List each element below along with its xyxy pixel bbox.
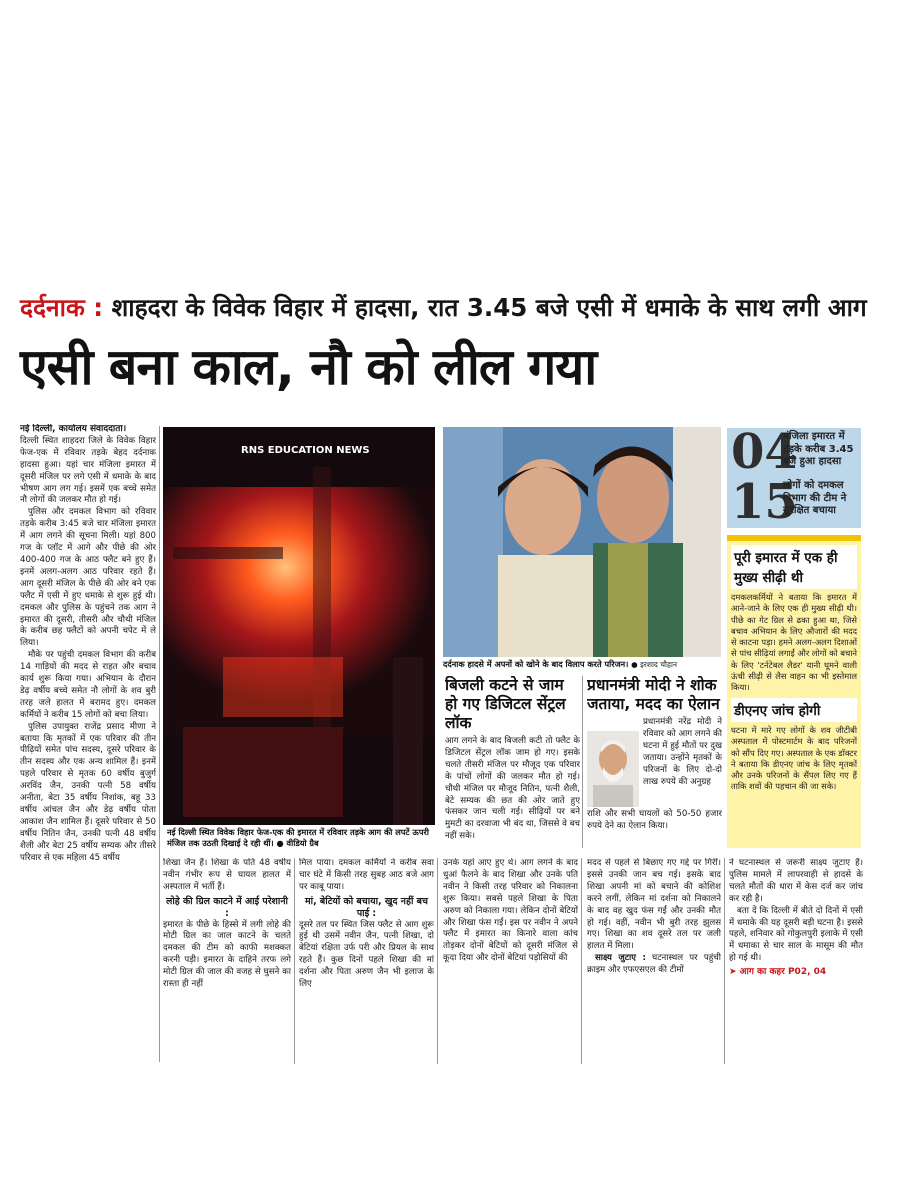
continued-on-page-link[interactable]: ➤ आग का कहर P02, 04 <box>729 967 827 978</box>
col6-paragraph-1: ने घटनास्थल से जरूरी साक्ष्य जुटाए हैं। पुलिस मामले में लापरवाही से हादसे के चलते मौतों की धारा में केस दर्ज कर जांच कर रही है। <box>729 858 863 904</box>
col1-paragraph-1: दिल्ली स्थित शाहदरा जिले के विवेक विहार फेज-एक में रविवार तड़के बेहद दर्दनाक हादसा हुआ। यहां चार मंजिला इमारत में दूसरी मंजिल पर लगे एसी में धमाके के बाद भीषण आग लग गई। इसमें एक बच्चे समेत नौ लोगों की जलकर मौत हो गई। <box>20 435 156 506</box>
stat-rescued-text: लोगों को दमकल विभाग की टीम ने सुरक्षित बचाया <box>783 480 847 516</box>
stat-rescued-number: 15 <box>731 474 798 530</box>
stat-floors-number: 04 <box>731 424 798 480</box>
headline: एसी बना काल, नौ को लील गया <box>20 338 597 396</box>
column-divider <box>159 426 160 1062</box>
mourners-caption-line <box>443 659 721 670</box>
mourners-image <box>443 427 721 657</box>
col1-paragraph-3: मौके पर पहुंची दमकल विभाग की करीब 14 गाड़ियों की मदद से राहत और बचाव कार्य शुरू किया गया। अभियान के दौरान डेढ़ वर्षीय बच्चे समेत नौ लोगों के शव बुरी तरह जले हालत में बरामद हुए। दमकल कर्मियों ने करीब 15 लोगों को बचा लिया। <box>20 650 156 720</box>
col6-paragraph-2: बता दें कि दिल्ली में बीते दो दिनों में एसी में धमाके की यह दूसरी बड़ी घटना है। इससे पहले, शनिवार को गोकुलपुरी इलाके में एसी में धमाका से चार साल के मासूम की मौत हो गई थी। <box>729 905 863 964</box>
col1-paragraph-4: पुलिस उपायुक्त राजेंद्र प्रसाद मीणा ने बताया कि मृतकों में एक परिवार की तीन पीढ़ियों समेत पांच सदस्य, दूसरे परिवार के तीन सदस्य और एक अन्य शामिल हैं। इनमें पहले परिवार से मृतक 60 वर्षीय बुजुर्ग अरविंद जैन, उनकी पत्नी 58 वर्षीय अनीता, बेटा 35 वर्षीय निशांक, बहू 33 वर्षीय आंचल जैन और डेढ़ वर्षीय पोता आकाश जैन शामिल हैं। दूसरे परिवार से 50 वर्षीय नितिन जैन, उनकी पत्नी 48 वर्षीय शैली और बेटा 25 वर्षीय सम्यक और तीसरे परिवार से एक महिला 45 वर्षीय <box>20 721 156 863</box>
column-3 <box>299 858 434 1068</box>
box-dna-head-wrap <box>731 698 857 722</box>
stats-box <box>727 424 861 530</box>
kicker-line <box>20 291 880 324</box>
fire-photo <box>163 427 435 849</box>
box-stairs-inner <box>727 541 861 694</box>
pm-portrait <box>587 731 639 807</box>
col2-paragraph-1: शिखा जैन हैं। शिखा के पति 48 वर्षीय नवीन गंभीर रूप से घायल हालत में अस्पताल में भर्ती हैं। <box>163 858 291 892</box>
column-2 <box>163 858 291 1068</box>
story-pm-body <box>587 717 722 833</box>
mourners-photo <box>443 427 721 657</box>
col1-paragraph-2: पुलिस और दमकल विभाग को रविवार तड़के करीब 3:45 बजे चार मंजिला इमारत में आग लगने की सूचना मिली। यहां 800 गज के प्लॉट में आगे और पीछे की ओर 400-400 गज के आठ फ्लैट बने हुए हैं। इनमें अलग-अलग आठ परिवार रहते हैं। आग दूसरी मंजिल के पीछे की ओर बने एक फ्लैट में एसी में हुए धमाके से शुरू हुई थी। दमकल और पुलिस के पहुंचने तक आग ने इमारत की दूसरी, तीसरी और चौथी मंजिल के करीब छह फ्लैटों को अपनी चपेट में ले लिया। <box>20 507 156 649</box>
column-divider <box>581 858 582 1064</box>
fire-image <box>163 427 435 849</box>
col3-subhead: मां, बेटियों को बचाया, खुद नहीं बच पाई : <box>305 895 428 919</box>
col2-subhead: लोहे की ग्रिल काटने में आई परेशानी : <box>166 895 288 919</box>
column-4 <box>443 858 578 1068</box>
col5-subhead: साक्ष्य जुटाए : <box>595 953 646 964</box>
box-stairs-head-wrap <box>731 545 857 589</box>
column-divider <box>437 858 438 1064</box>
box-dna-inner <box>727 694 861 793</box>
box-stairs-head: पूरी इमारत में एक ही मुख्य सीढ़ी थी <box>734 550 838 586</box>
fire-caption <box>163 825 435 849</box>
col2-paragraph-2: इमारत के पीछे के हिस्से में लगी लोहे की मोटी ग्रिल का जाल काटने के चलते दमकल की टीम को काफी मशक्कत करनी पड़ी। इमारत के दाहिने तरफ लगे मोटी ग्रिल की जाल की वजह से घुसने का रास्ता ही नहीं <box>163 919 291 990</box>
column-1 <box>20 424 156 1064</box>
fire-caption-credit: ● वीडियो ग्रैब <box>276 838 319 848</box>
col3-paragraph-1: मिल पाया। दमकल कर्मियों ने करीब सवा चार घंटे में किसी तरह सुबह आठ बजे आग पर काबू पाया। <box>299 858 434 892</box>
story-power-cut <box>445 676 580 850</box>
box-dna-head: डीएनए जांच होगी <box>734 703 821 719</box>
box-dna-text: घटना में मारे गए लोगों के शव जीटीबी अस्पताल में पोस्टमार्टम के बाद परिजनों को सौंप दिए गए। अस्पताल के एक डॉक्टर ने बताया कि डीएनए जांच के लिए मृतकों और उनके परिजनों के सैंपल लिए गए हैं ताकि शवों की पहचान की जा सके। <box>731 725 857 792</box>
column-5 <box>587 858 721 1068</box>
story-pm <box>587 676 722 850</box>
col5-paragraph-2 <box>587 953 721 977</box>
kicker-text: शाहदरा के विवेक विहार में हादसा, रात 3.45 बजे एसी में धमाके के साथ लगी आग <box>111 293 867 322</box>
col5-paragraph-2-text: घटनास्थल पर पहुंची क्राइम और एफएसएल की टीमों <box>587 953 721 976</box>
col4-paragraph-1: उनके यहां आए हुए थे। आग लगने के बाद धुआं फैलने के बाद शिखा और उनके पति नवीन ने किसी तरह परिवार को निकालना शुरू किया। सबसे पहले शिखा के पिता अरुण को निकाला गया। लेकिन दोनों बेटियों और शिखा फंस गईं। इस पर नवीन ने अपने फ्लैट में इमारत का किनारे वाला कांच तोड़कर दोनों बेटियों को दूसरी मंजिल से कूदा दिया और दोनों बेटियां पड़ोसियों की <box>443 858 578 964</box>
story-pm-text-2: राशि और सभी घायलों को 50-50 हजार रुपये देने का ऐलान किया। <box>587 809 722 831</box>
box-single-staircase <box>727 535 861 697</box>
box-dna-test <box>727 694 861 848</box>
story-pm-head: प्रधानमंत्री मोदी ने शोक जताया, मदद का ऐलान <box>587 676 720 713</box>
story-divider <box>582 676 583 848</box>
mourners-caption-credit: ● इरशाद चौहान <box>631 660 678 669</box>
mourners-caption-text: दर्दनाक हादसे में अपनों को खोने के बाद विलाप करते परिजन। <box>443 659 629 669</box>
mourners-caption <box>443 659 721 670</box>
col3-paragraph-2: दूसरे तल पर स्थित जिस फ्लैट से आग शुरू हुई थी उसमें नवीन जैन, पत्नी शिखा, दो बेटियां रक्षिता उर्फ परी और प्रियल के साथ रहते हैं। कुछ दिनों पहले शिखा की मां दर्शना और पिता अरुण जैन भी इलाज के लिए <box>299 919 434 990</box>
stat-floors-text: मंजिला इमारत में तड़के करीब 3.45 बजे हुआ हादसा <box>783 431 854 467</box>
pm-portrait-image <box>587 731 639 807</box>
photo-watermark: RNS EDUCATION NEWS <box>241 445 370 456</box>
dateline: नई दिल्ली, कार्यालय संवाददाता। <box>20 424 127 434</box>
col5-paragraph-1: मदद से पहले से बिछाए गए गद्दे पर गिरीं। इससे उनकी जान बच गई। इसके बाद शिखा अपनी मां को बचाने की कोशिश करने लगीं, लेकिन मां दर्शना को निकालने के बाद वह खुद फंस गईं और उनकी मौत हो गई। वहीं, नवीन भी बुरी तरह झुलस गए। शिखा का शव दूसरे तल पर जली हालत में मिला। <box>587 858 721 952</box>
kicker-label: दर्दनाक : <box>20 293 104 322</box>
story-pm-text-1: प्रधानमंत्री नरेंद्र मोदी ने रविवार को आग लगने की घटना में हुई मौतों पर दुख जताया। उन्होंने मृतकों के परिजनों के लिए दो-दो लाख रुपये की अनुग्रह <box>643 717 722 787</box>
box-stairs-text: दमकलकर्मियों ने बताया कि इमारत में आने-जाने के लिए एक ही मुख्य सीढ़ी थी। पीछे का गेट ग्रिल से ढका हुआ था, जिसे बचाव अभियान के लिए औजारों की मदद से काटना पड़ा। हमने अलग-अलग दिशाओं से पांच सीढ़ियां लगाईं और लोगों को बचाने के लिए 'टर्नटेबल लैडर' यानी घूमने वाली ऊंची सीढ़ी से लैस वाहन का भी इस्तेमाल किया। <box>731 592 858 693</box>
story-power-text: आग लगने के बाद बिजली कटी तो फ्लैट के डिजिटल सेंट्रल लॉक जाम हो गए। इसके चलते तीसरी मंजिल पर मौजूद एक परिवार के पांचों लोगों की जलकर मौत हो गई। चौथी मंजिल पर मौजूद नितिन, पत्नी शैली, बेटे सम्यक की छत की ओर जाते हुए फंसकर जान चली गई। सीढ़ियों पर बने मुमटी का दरवाजा भी बंद था, जिससे वे बच नहीं सके। <box>445 736 580 842</box>
column-divider <box>724 858 725 1064</box>
fire-caption-text: नई दिल्ली स्थित विवेक विहार फेज-एक की इमारत में रविवार तड़के आग की लपटें ऊपरी मंजिल तक उठती दिखाई दे रही थीं। <box>167 827 429 848</box>
story-power-head: बिजली कटने से जाम हो गए डिजिटल सेंट्रल लॉक <box>445 676 566 732</box>
fire-caption-box <box>163 825 435 849</box>
column-divider <box>294 858 295 1064</box>
column-6 <box>729 858 863 1068</box>
